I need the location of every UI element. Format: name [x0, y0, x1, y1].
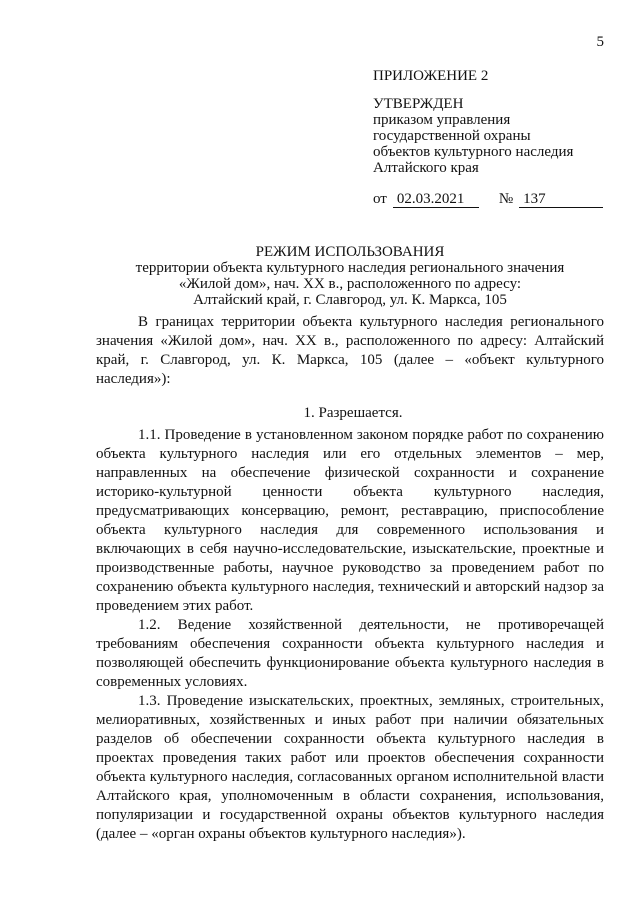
approved-title: УТВЕРЖДЕН	[373, 96, 464, 112]
approval-issuer	[373, 112, 613, 176]
approval-line: приказом управления	[373, 112, 511, 128]
order-number: 137	[519, 191, 603, 208]
document-subtitle-line: Алтайский край, г. Славгород, ул. К. Маркса, 105	[193, 292, 507, 308]
document-subtitle-line: территории объекта культурного наследия регионального значения	[135, 260, 565, 276]
clause-1-2: 1.2. Ведение хозяйственной деятельности, не противоречащей требованиям обеспечения сохранности объекта культурного наследия и позволяющей обеспечить функционирование объекта культурного наследия в современных условиях.	[96, 617, 604, 690]
page-number: 5	[596, 34, 604, 50]
approval-line: Алтайского края	[373, 160, 479, 176]
clause-1-3: 1.3. Проведение изыскательских, проектных, земляных, строительных, мелиоративных, хозяйственных и иных работ при наличии обязательных разделов об обеспечении сохранности объекта культурного наследия в проектах проведения таких работ или проектов обеспечения сохранности объекта культурного наследия, согласованных органом исполнительной власти Алтайского края, уполномоченным в области сохранения, использования, популяризации и государственной охраны объектов культурного наследия (далее – «орган охраны объектов культурного наследия»).	[96, 693, 604, 842]
section-heading: 1. Разрешается.	[303, 405, 403, 421]
order-date: 02.03.2021	[393, 191, 479, 208]
order-number-label: №	[498, 191, 514, 207]
approval-line: объектов культурного наследия	[373, 144, 574, 160]
document-title: РЕЖИМ ИСПОЛЬЗОВАНИЯ	[255, 244, 445, 260]
clause-1-1: 1.1. Проведение в установленном законом порядке работ по сохранению объекта культурного наследия или его отдельных элементов – мер, направленных на обеспечение физической сохранности и сохранение историко-культурной ценности объекта культурного наследия, предусматривающих консервацию, ремонт, реставрацию, приспособление объекта культурного наследия для современного использования и включающих в себя научно-исследовательские, изыскательские, проектные и производственные работы, научное руководство за проведением работ по сохранению объекта культурного наследия, технический и авторский надзор за проведением этих работ.	[96, 427, 604, 614]
approval-line: государственной охраны	[373, 128, 531, 144]
approval-block	[373, 68, 613, 208]
document-title-block	[100, 244, 600, 308]
document-subtitle-line: «Жилой дом», нач. XX в., расположенного по адресу:	[178, 276, 522, 292]
order-date-prefix: от	[373, 191, 387, 207]
intro-paragraph: В границах территории объекта культурного наследия регионального значения «Жилой дом», нач. XX в., расположенного по адресу: Алтайский край, г. Славгород, ул. К. Маркса, 105 (далее – «объект культурного наследия»):	[96, 314, 604, 387]
appendix-title: ПРИЛОЖЕНИЕ 2	[373, 68, 489, 84]
order-line	[373, 191, 613, 208]
document-body	[96, 313, 604, 844]
